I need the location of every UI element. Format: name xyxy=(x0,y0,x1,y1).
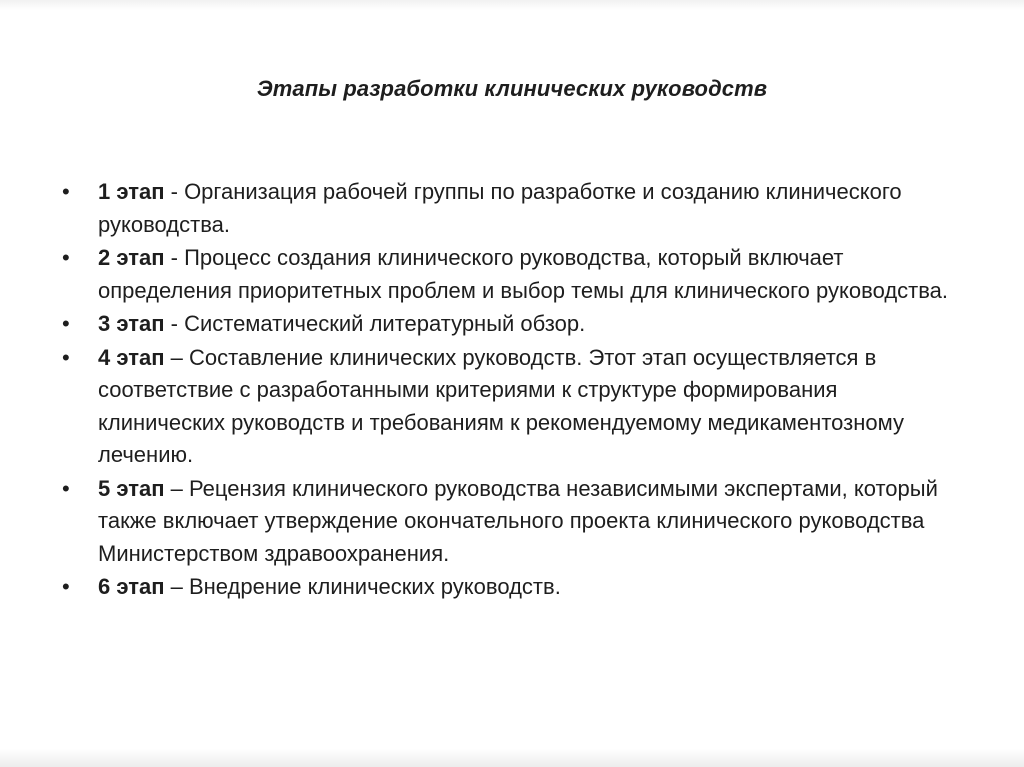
stage-item-5 xyxy=(62,473,962,571)
stage-list xyxy=(62,176,962,605)
bullet: • xyxy=(62,245,70,270)
bullet: • xyxy=(62,311,70,336)
bullet: • xyxy=(62,475,70,501)
slide-bottom-edge xyxy=(0,749,1024,767)
stage-item-4 xyxy=(62,342,962,472)
stage-text: – Рецензия клинического руководства независимыми экспертами, который также включает утверждение окончательного проекта клинического руководства Министерством здравоохранения. xyxy=(98,475,938,566)
stage-text: - Процесс создания клинического руководства, который включает определения приоритетных проблем и выбор темы для клинического руководства. xyxy=(98,245,949,303)
stage-text: – Внедрение клинических руководств. xyxy=(164,574,561,599)
slide-title: Этапы разработки клинических руководств xyxy=(256,76,768,101)
stage-text: – Составление клинических руководств. Этот этап осуществляется в соответствие с разработанными критериями к структуре формирования клинических руководств и требованиям к рекомендуемому медикаментозному лечению. xyxy=(98,344,904,467)
stage-item-1 xyxy=(62,176,962,241)
slide-top-edge xyxy=(0,0,1024,10)
bullet: • xyxy=(62,179,70,204)
stage-label: 3 этап xyxy=(98,311,165,336)
stage-label: 6 этап xyxy=(98,574,165,599)
stage-text: - Систематический литературный обзор. xyxy=(164,311,586,336)
stage-item-6 xyxy=(62,571,962,604)
bullet: • xyxy=(62,344,70,370)
stage-text: - Организация рабочей группы по разработке и созданию клинического руководства. xyxy=(98,179,902,237)
stage-item-3 xyxy=(62,308,962,341)
stage-item-2 xyxy=(62,242,962,307)
stage-label: 1 этап xyxy=(98,179,165,204)
stage-label: 2 этап xyxy=(98,245,165,270)
bullet: • xyxy=(62,574,70,599)
stage-label: 4 этап xyxy=(98,344,165,370)
stage-label: 5 этап xyxy=(98,475,165,501)
